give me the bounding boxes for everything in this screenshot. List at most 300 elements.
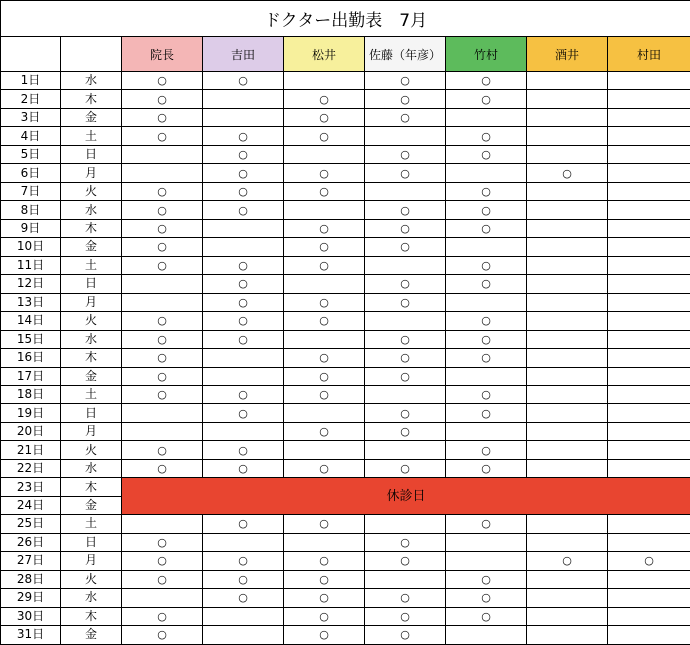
attendance-cell (608, 201, 690, 219)
attendance-cell (527, 256, 608, 274)
attendance-cell: ○ (365, 238, 446, 256)
date-cell: 24日 (1, 496, 61, 514)
date-cell: 13日 (1, 293, 61, 311)
table-row (1, 108, 690, 126)
weekday-cell: 火 (61, 570, 122, 588)
weekday-cell: 月 (61, 552, 122, 570)
date-cell: 7日 (1, 182, 61, 200)
attendance-cell: ○ (446, 459, 527, 477)
date-cell: 14日 (1, 312, 61, 330)
attendance-cell: ○ (203, 441, 284, 459)
attendance-cell: ○ (203, 164, 284, 182)
table-row (1, 293, 690, 311)
attendance-cell: ○ (203, 293, 284, 311)
attendance-cell (608, 385, 690, 403)
attendance-cell: ○ (284, 589, 365, 607)
date-cell: 29日 (1, 589, 61, 607)
attendance-cell: ○ (365, 459, 446, 477)
attendance-cell (608, 570, 690, 588)
table-row (1, 330, 690, 348)
attendance-cell: ○ (122, 459, 203, 477)
attendance-cell: ○ (284, 367, 365, 385)
attendance-cell (203, 238, 284, 256)
attendance-cell (527, 422, 608, 440)
attendance-cell: ○ (203, 589, 284, 607)
attendance-cell: ○ (446, 201, 527, 219)
attendance-cell: ○ (365, 275, 446, 293)
attendance-cell (284, 72, 365, 90)
attendance-cell (527, 312, 608, 330)
date-cell: 11日 (1, 256, 61, 274)
attendance-cell: ○ (365, 607, 446, 625)
attendance-cell: ○ (122, 385, 203, 403)
attendance-cell: ○ (203, 201, 284, 219)
attendance-cell: ○ (446, 219, 527, 237)
attendance-cell (527, 330, 608, 348)
attendance-cell: ○ (203, 385, 284, 403)
weekday-cell: 水 (61, 72, 122, 90)
attendance-cell: ○ (122, 626, 203, 644)
doctor-header-incho: 院長 (122, 37, 203, 72)
table-row (1, 349, 690, 367)
attendance-cell (122, 293, 203, 311)
attendance-cell: ○ (284, 293, 365, 311)
attendance-cell: ○ (284, 626, 365, 644)
attendance-cell (203, 367, 284, 385)
date-cell: 21日 (1, 441, 61, 459)
attendance-cell: ○ (203, 570, 284, 588)
attendance-cell (527, 404, 608, 422)
table-row (1, 422, 690, 440)
attendance-cell (608, 145, 690, 163)
date-header-blank (1, 37, 61, 72)
doctor-header-sakai: 酒井 (527, 37, 608, 72)
attendance-cell (365, 441, 446, 459)
attendance-cell: ○ (284, 219, 365, 237)
attendance-cell: ○ (365, 533, 446, 551)
attendance-cell (446, 552, 527, 570)
attendance-cell (608, 275, 690, 293)
attendance-cell: ○ (122, 607, 203, 625)
attendance-cell: ○ (203, 404, 284, 422)
attendance-cell: ○ (284, 515, 365, 533)
attendance-cell (203, 533, 284, 551)
weekday-header-blank (61, 37, 122, 72)
date-cell: 27日 (1, 552, 61, 570)
attendance-cell (122, 275, 203, 293)
attendance-cell (527, 459, 608, 477)
attendance-cell (608, 441, 690, 459)
table-row (1, 607, 690, 625)
table-row (1, 533, 690, 551)
weekday-cell: 月 (61, 164, 122, 182)
attendance-cell: ○ (122, 201, 203, 219)
table-row (1, 256, 690, 274)
attendance-cell: ○ (365, 293, 446, 311)
attendance-cell: ○ (365, 552, 446, 570)
attendance-cell (608, 127, 690, 145)
date-cell: 19日 (1, 404, 61, 422)
attendance-cell: ○ (365, 90, 446, 108)
attendance-cell (203, 90, 284, 108)
attendance-cell: ○ (122, 552, 203, 570)
date-cell: 30日 (1, 607, 61, 625)
date-cell: 15日 (1, 330, 61, 348)
date-cell: 9日 (1, 219, 61, 237)
attendance-cell (527, 219, 608, 237)
weekday-cell: 木 (61, 478, 122, 496)
attendance-cell (527, 515, 608, 533)
weekday-cell: 金 (61, 238, 122, 256)
attendance-cell: ○ (122, 182, 203, 200)
table-row (1, 201, 690, 219)
attendance-cell: ○ (527, 164, 608, 182)
weekday-cell: 土 (61, 256, 122, 274)
attendance-cell: ○ (203, 72, 284, 90)
attendance-cell: ○ (122, 312, 203, 330)
attendance-cell (608, 90, 690, 108)
doctor-header-sato: 佐藤（年彦） (365, 37, 446, 72)
attendance-cell (608, 312, 690, 330)
attendance-cell: ○ (284, 127, 365, 145)
attendance-cell (527, 90, 608, 108)
doctor-header-matsui: 松井 (284, 37, 365, 72)
date-cell: 3日 (1, 108, 61, 126)
attendance-cell: ○ (122, 238, 203, 256)
table-row (1, 275, 690, 293)
weekday-cell: 木 (61, 607, 122, 625)
date-cell: 8日 (1, 201, 61, 219)
table-row (1, 238, 690, 256)
attendance-cell (527, 441, 608, 459)
attendance-cell (203, 108, 284, 126)
weekday-cell: 火 (61, 441, 122, 459)
attendance-cell: ○ (122, 256, 203, 274)
attendance-cell (608, 108, 690, 126)
table-row (1, 182, 690, 200)
attendance-cell (203, 422, 284, 440)
attendance-cell (608, 256, 690, 274)
table-row (1, 441, 690, 459)
date-cell: 5日 (1, 145, 61, 163)
date-cell: 25日 (1, 515, 61, 533)
attendance-cell (527, 108, 608, 126)
attendance-cell (203, 219, 284, 237)
attendance-cell (365, 385, 446, 403)
weekday-cell: 土 (61, 385, 122, 403)
table-row (1, 312, 690, 330)
attendance-cell (527, 589, 608, 607)
attendance-cell: ○ (446, 145, 527, 163)
attendance-cell (608, 293, 690, 311)
date-cell: 20日 (1, 422, 61, 440)
attendance-cell (122, 422, 203, 440)
attendance-cell: ○ (203, 552, 284, 570)
attendance-cell (365, 127, 446, 145)
attendance-cell: ○ (122, 108, 203, 126)
weekday-cell: 月 (61, 293, 122, 311)
page-title: ドクター出勤表 7月 (1, 1, 690, 37)
attendance-cell (527, 201, 608, 219)
attendance-cell: ○ (122, 90, 203, 108)
attendance-cell (284, 533, 365, 551)
attendance-cell: ○ (122, 441, 203, 459)
attendance-cell (365, 515, 446, 533)
attendance-cell: ○ (284, 90, 365, 108)
attendance-cell: ○ (446, 312, 527, 330)
attendance-cell: ○ (284, 108, 365, 126)
title-row (1, 1, 690, 37)
attendance-cell: ○ (203, 515, 284, 533)
attendance-cell (122, 515, 203, 533)
attendance-cell: ○ (122, 72, 203, 90)
weekday-cell: 日 (61, 533, 122, 551)
header-row (1, 37, 690, 72)
attendance-cell: ○ (446, 589, 527, 607)
attendance-cell (284, 441, 365, 459)
doctor-header-murata: 村田 (608, 37, 690, 72)
attendance-cell: ○ (365, 108, 446, 126)
attendance-cell: ○ (203, 256, 284, 274)
attendance-cell (527, 293, 608, 311)
attendance-cell: ○ (122, 127, 203, 145)
attendance-cell (527, 145, 608, 163)
weekday-cell: 金 (61, 108, 122, 126)
attendance-cell (122, 589, 203, 607)
attendance-cell: ○ (365, 626, 446, 644)
attendance-cell: ○ (446, 441, 527, 459)
doctor-header-yoshida: 吉田 (203, 37, 284, 72)
attendance-cell (284, 404, 365, 422)
table-row (1, 90, 690, 108)
date-cell: 26日 (1, 533, 61, 551)
attendance-cell (608, 164, 690, 182)
attendance-cell: ○ (203, 275, 284, 293)
attendance-cell: ○ (365, 422, 446, 440)
attendance-cell (608, 219, 690, 237)
weekday-cell: 日 (61, 275, 122, 293)
attendance-cell (527, 275, 608, 293)
attendance-cell (365, 182, 446, 200)
attendance-cell: ○ (284, 459, 365, 477)
attendance-cell: ○ (203, 312, 284, 330)
date-cell: 16日 (1, 349, 61, 367)
weekday-cell: 月 (61, 422, 122, 440)
attendance-cell (527, 349, 608, 367)
weekday-cell: 土 (61, 515, 122, 533)
attendance-cell (527, 626, 608, 644)
table-row (1, 626, 690, 644)
date-cell: 22日 (1, 459, 61, 477)
weekday-cell: 日 (61, 145, 122, 163)
closed-day-banner: 休診日 (122, 478, 690, 515)
attendance-cell: ○ (365, 367, 446, 385)
attendance-cell: ○ (365, 219, 446, 237)
attendance-cell (284, 330, 365, 348)
attendance-cell: ○ (446, 570, 527, 588)
attendance-cell (527, 367, 608, 385)
attendance-cell (365, 256, 446, 274)
attendance-cell: ○ (446, 607, 527, 625)
attendance-cell: ○ (527, 552, 608, 570)
attendance-cell (365, 312, 446, 330)
attendance-cell (527, 607, 608, 625)
attendance-cell (527, 127, 608, 145)
attendance-cell (608, 626, 690, 644)
attendance-cell (203, 607, 284, 625)
attendance-cell (527, 72, 608, 90)
attendance-cell (608, 515, 690, 533)
attendance-cell (527, 570, 608, 588)
attendance-cell: ○ (122, 570, 203, 588)
attendance-cell (608, 330, 690, 348)
attendance-cell (527, 533, 608, 551)
attendance-cell: ○ (446, 404, 527, 422)
date-cell: 31日 (1, 626, 61, 644)
attendance-cell: ○ (365, 72, 446, 90)
table-row (1, 385, 690, 403)
attendance-cell: ○ (122, 533, 203, 551)
table-row (1, 459, 690, 477)
weekday-cell: 木 (61, 219, 122, 237)
table-row (1, 478, 690, 496)
date-cell: 18日 (1, 385, 61, 403)
attendance-cell: ○ (203, 330, 284, 348)
attendance-cell (203, 626, 284, 644)
attendance-cell: ○ (284, 607, 365, 625)
weekday-cell: 木 (61, 90, 122, 108)
weekday-cell: 金 (61, 496, 122, 514)
attendance-cell (527, 385, 608, 403)
table-row (1, 404, 690, 422)
table-row (1, 552, 690, 570)
attendance-cell: ○ (284, 385, 365, 403)
attendance-cell (122, 164, 203, 182)
table-row (1, 515, 690, 533)
attendance-cell: ○ (446, 256, 527, 274)
table-row (1, 164, 690, 182)
weekday-cell: 金 (61, 626, 122, 644)
attendance-cell: ○ (284, 256, 365, 274)
date-cell: 23日 (1, 478, 61, 496)
weekday-cell: 木 (61, 349, 122, 367)
attendance-cell (284, 145, 365, 163)
attendance-cell: ○ (284, 312, 365, 330)
date-cell: 28日 (1, 570, 61, 588)
attendance-cell (122, 145, 203, 163)
attendance-cell (608, 238, 690, 256)
attendance-cell (608, 459, 690, 477)
date-cell: 2日 (1, 90, 61, 108)
attendance-cell: ○ (284, 349, 365, 367)
attendance-cell: ○ (203, 127, 284, 145)
date-cell: 12日 (1, 275, 61, 293)
date-cell: 17日 (1, 367, 61, 385)
date-cell: 4日 (1, 127, 61, 145)
attendance-cell: ○ (446, 90, 527, 108)
date-cell: 1日 (1, 72, 61, 90)
attendance-cell (446, 164, 527, 182)
attendance-cell (203, 349, 284, 367)
attendance-cell: ○ (446, 330, 527, 348)
attendance-cell: ○ (365, 349, 446, 367)
attendance-cell (527, 238, 608, 256)
attendance-cell: ○ (446, 515, 527, 533)
attendance-cell: ○ (365, 330, 446, 348)
attendance-cell: ○ (284, 570, 365, 588)
table-row (1, 367, 690, 385)
attendance-cell: ○ (203, 459, 284, 477)
attendance-cell (608, 589, 690, 607)
attendance-cell: ○ (365, 164, 446, 182)
attendance-cell (608, 182, 690, 200)
doctor-header-takemura: 竹村 (446, 37, 527, 72)
attendance-cell (608, 72, 690, 90)
attendance-cell (446, 293, 527, 311)
weekday-cell: 火 (61, 312, 122, 330)
attendance-cell: ○ (365, 145, 446, 163)
weekday-cell: 水 (61, 459, 122, 477)
attendance-cell: ○ (446, 275, 527, 293)
attendance-cell: ○ (203, 182, 284, 200)
attendance-cell: ○ (365, 201, 446, 219)
attendance-cell: ○ (446, 127, 527, 145)
attendance-cell: ○ (365, 404, 446, 422)
attendance-cell (446, 108, 527, 126)
table-row (1, 72, 690, 90)
attendance-cell: ○ (446, 182, 527, 200)
attendance-cell: ○ (284, 164, 365, 182)
table-row (1, 219, 690, 237)
attendance-cell (446, 422, 527, 440)
attendance-cell (365, 570, 446, 588)
attendance-cell: ○ (608, 552, 690, 570)
date-cell: 6日 (1, 164, 61, 182)
attendance-cell: ○ (122, 330, 203, 348)
attendance-cell (284, 201, 365, 219)
weekday-cell: 水 (61, 589, 122, 607)
attendance-cell: ○ (446, 72, 527, 90)
attendance-cell (446, 626, 527, 644)
attendance-cell (608, 533, 690, 551)
attendance-cell: ○ (122, 219, 203, 237)
attendance-cell: ○ (284, 238, 365, 256)
attendance-cell (608, 404, 690, 422)
attendance-cell: ○ (284, 552, 365, 570)
attendance-cell: ○ (446, 385, 527, 403)
attendance-cell: ○ (365, 589, 446, 607)
attendance-cell: ○ (122, 367, 203, 385)
attendance-cell (446, 238, 527, 256)
attendance-cell: ○ (122, 349, 203, 367)
attendance-cell: ○ (284, 182, 365, 200)
weekday-cell: 水 (61, 330, 122, 348)
attendance-cell: ○ (284, 422, 365, 440)
weekday-cell: 火 (61, 182, 122, 200)
attendance-cell (527, 182, 608, 200)
attendance-cell (608, 607, 690, 625)
attendance-cell (608, 367, 690, 385)
table-row (1, 145, 690, 163)
table-row (1, 570, 690, 588)
attendance-cell (122, 404, 203, 422)
weekday-cell: 金 (61, 367, 122, 385)
weekday-cell: 土 (61, 127, 122, 145)
attendance-cell: ○ (203, 145, 284, 163)
attendance-cell (608, 422, 690, 440)
weekday-cell: 日 (61, 404, 122, 422)
attendance-cell (284, 275, 365, 293)
